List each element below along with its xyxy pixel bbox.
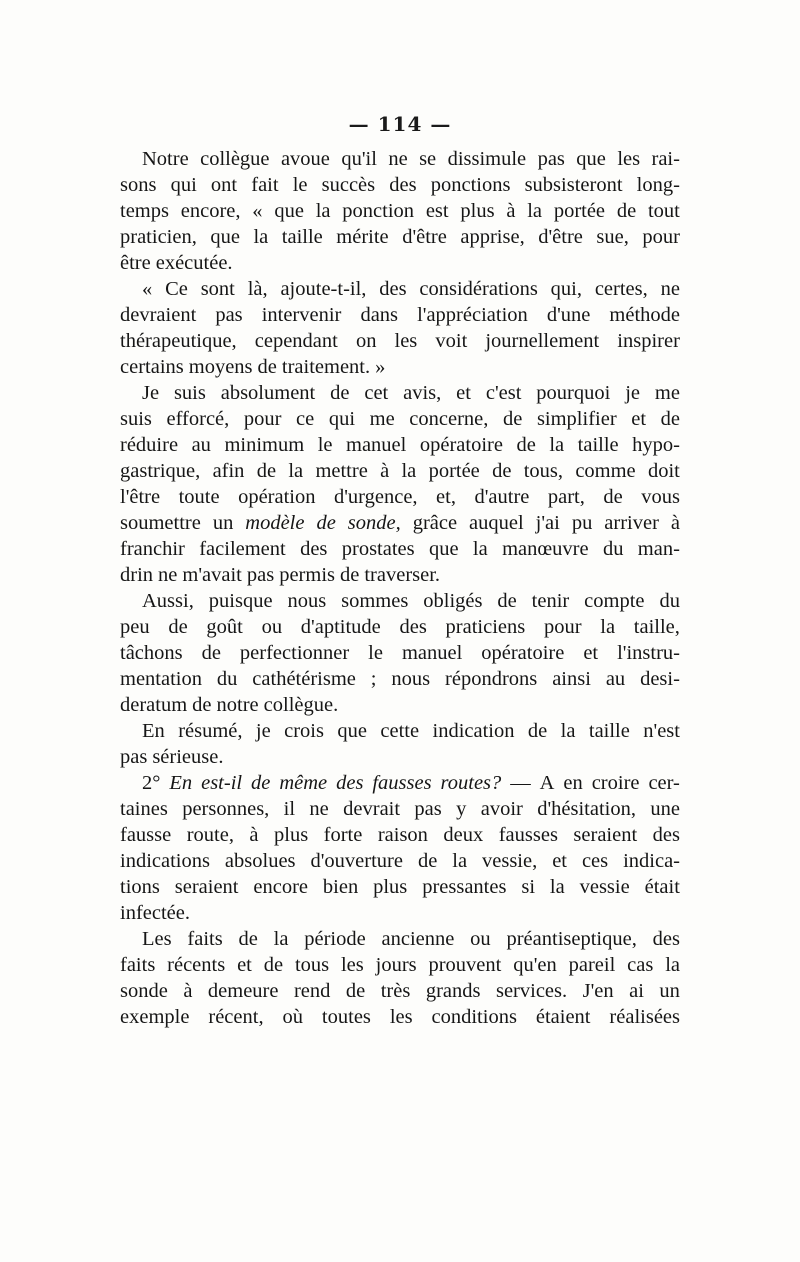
text-line: exemple récent, où toutes les conditions étaient réalisées (120, 1006, 680, 1028)
text-line: pas sérieuse. (120, 746, 224, 768)
text-line: En résumé, je crois que cette indication de la taille n'est (142, 720, 680, 742)
text-line: suis efforcé, pour ce qui me concerne, de simplifier et de (120, 408, 680, 430)
text-line: deratum de notre collègue. (120, 694, 339, 716)
text-line: l'être toute opération d'urgence, et, d'autre part, de vous (120, 486, 680, 508)
text-line: fausse route, à plus forte raison deux fausses seraient des (120, 824, 680, 846)
text-line: Les faits de la période ancienne ou préantiseptique, des (142, 928, 680, 950)
text-line: Aussi, puisque nous sommes obligés de tenir compte du (142, 590, 680, 612)
text-line: faits récents et de tous les jours prouvent qu'en pareil cas la (120, 954, 680, 976)
text-line: 2° En est-il de même des fausses routes? — A en croire cer- (142, 772, 680, 794)
text-line: franchir facilement des prostates que la manœuvre du man- (120, 538, 680, 560)
text-line: Je suis absolument de cet avis, et c'est pourquoi je me (142, 382, 680, 404)
text-line: réduire au minimum le manuel opératoire de la taille hypo- (120, 434, 680, 456)
text-line: certains moyens de traitement. » (120, 356, 386, 378)
text-line: devraient pas intervenir dans l'appréciation d'une méthode (120, 304, 680, 326)
text-line: soumettre un modèle de sonde, grâce auquel j'ai pu arriver à (120, 512, 680, 534)
text-line: Notre collègue avoue qu'il ne se dissimule pas que les rai- (142, 148, 680, 170)
text-line: indications absolues d'ouverture de la vessie, et ces indica- (120, 850, 680, 872)
text-line: « Ce sont là, ajoute-t-il, des considérations qui, certes, ne (142, 278, 680, 300)
text-line: peu de goût ou d'aptitude des praticiens pour la taille, (120, 616, 680, 638)
page-number: — 114 — (348, 112, 452, 136)
text-line: gastrique, afin de la mettre à la portée de tous, comme doit (120, 460, 680, 482)
text-line: tâchons de perfectionner le manuel opératoire et l'instru- (120, 642, 680, 664)
text-line: thérapeutique, cependant on les voit journellement inspirer (120, 330, 680, 352)
text-line: drin ne m'avait pas permis de traverser. (120, 564, 441, 586)
text-line: tions seraient encore bien plus pressantes si la vessie était (120, 876, 680, 898)
text-line: mentation du cathétérisme ; nous répondrons ainsi au desi- (120, 668, 680, 690)
text-line: sons qui ont fait le succès des ponctions subsisteront long- (120, 174, 680, 196)
text-line: temps encore, « que la ponction est plus à la portée de tout (120, 200, 680, 222)
body-text (120, 146, 680, 1030)
text-line: taines personnes, il ne devrait pas y avoir d'hésitation, une (120, 798, 680, 820)
text-line: infectée. (120, 902, 190, 924)
text-line: être exécutée. (120, 252, 233, 274)
text-line: sonde à demeure rend de très grands services. J'en ai un (120, 980, 680, 1002)
text-line: praticien, que la taille mérite d'être apprise, d'être sue, pour (120, 226, 680, 248)
